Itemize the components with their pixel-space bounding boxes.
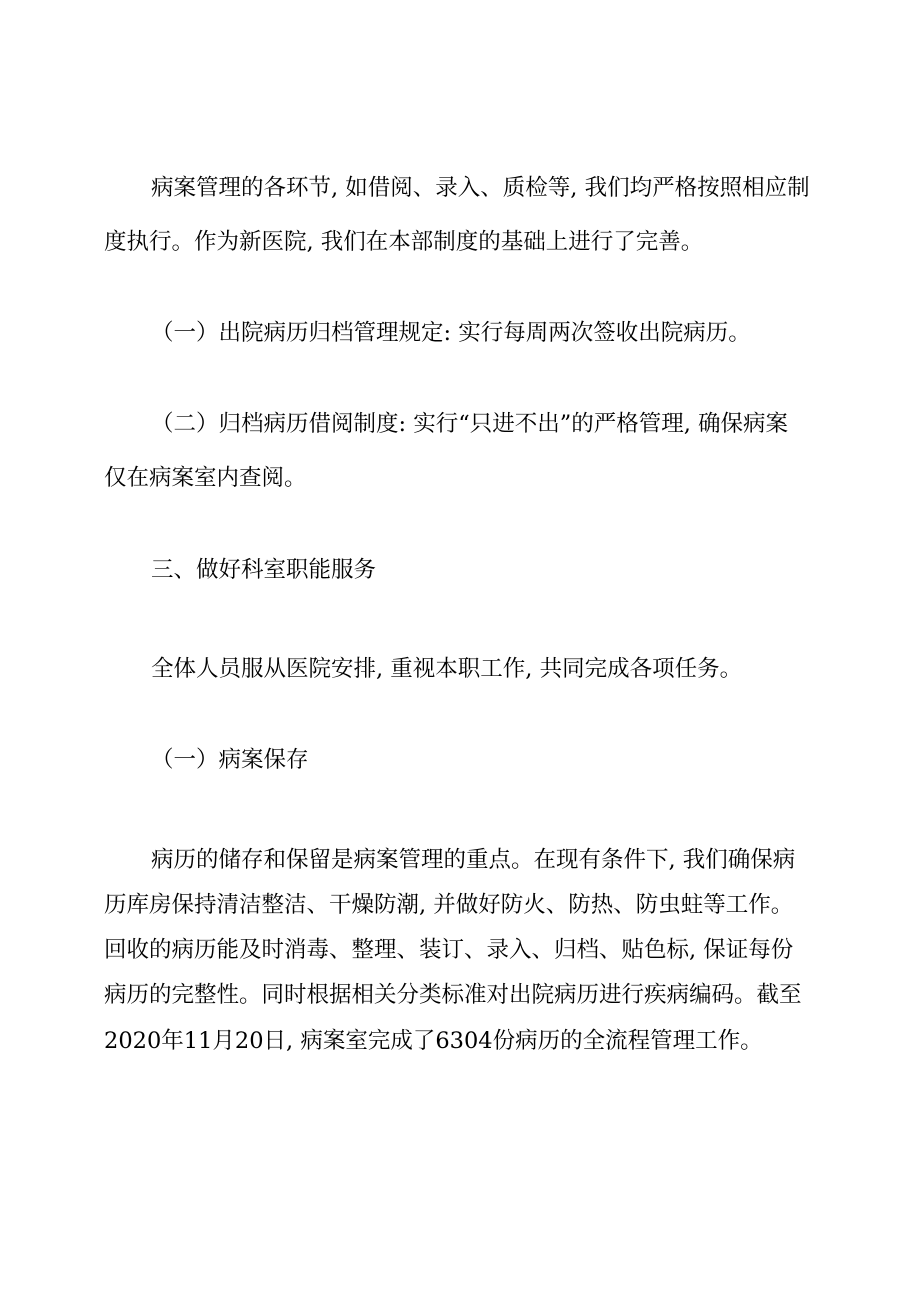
paragraph-3-line-2: 仅在病案室内查阅。 — [104, 465, 307, 491]
paragraph-7-line-5: 2020年11月20日, 病案室完成了6304份病历的全流程管理工作。 — [104, 1028, 763, 1054]
paragraph-7-line-4: 病历的完整性。同时根据相关分类标准对出院病历进行疾病编码。截至 — [104, 982, 802, 1008]
paragraph-3-line-1: （二）归档病历借阅制度: 实行“只进不出”的严格管理, 确保病案 — [151, 411, 789, 437]
paragraph-7-line-1: 病历的储存和保留是病案管理的重点。在现有条件下, 我们确保病 — [151, 847, 796, 873]
paragraph-7-line-2: 历库房保持清洁整洁、干燥防潮, 并做好防火、防热、防虫蛀等工作。 — [104, 892, 794, 918]
paragraph-7-line-3: 回收的病历能及时消毒、整理、装订、录入、归档、贴色标, 保证每份 — [104, 937, 794, 963]
section-heading: 三、做好科室职能服务 — [151, 557, 377, 583]
subsection-heading: （一）病案保存 — [151, 747, 309, 773]
paragraph-5-line-1: 全体人员服从医院安排, 重视本职工作, 共同完成各项任务。 — [151, 656, 743, 682]
paragraph-1-line-1: 病案管理的各环节, 如借阅、录入、质检等, 我们均严格按照相应制 — [151, 175, 810, 201]
paragraph-2-line-1: （一）出院病历归档管理规定: 实行每周两次签收出院病历。 — [151, 320, 751, 346]
paragraph-1-line-2: 度执行。作为新医院, 我们在本部制度的基础上进行了完善。 — [104, 229, 704, 255]
